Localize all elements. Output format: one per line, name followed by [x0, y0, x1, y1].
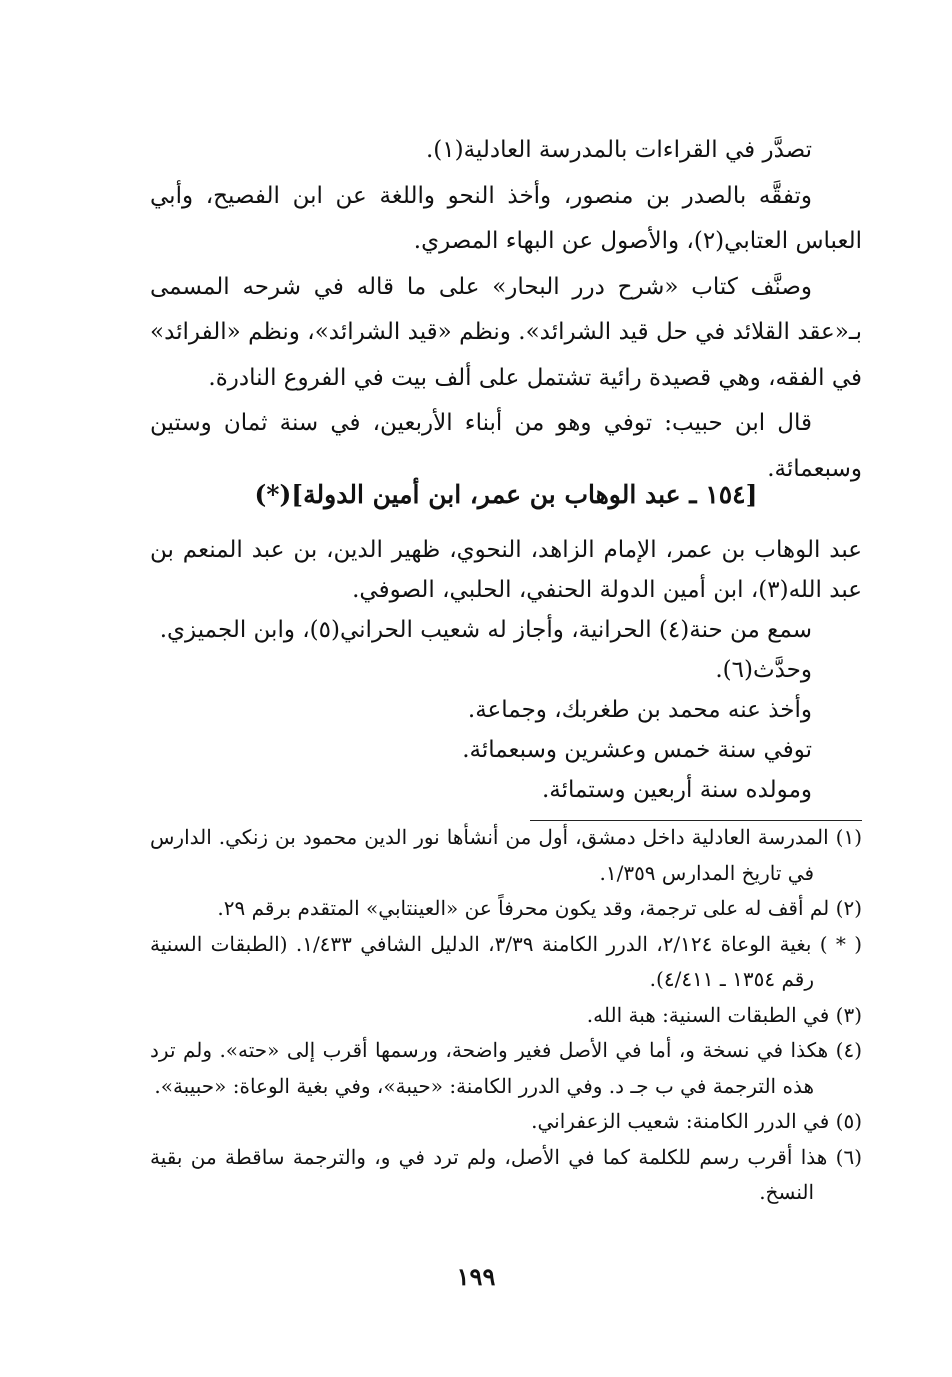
entry-paragraph-4: وأخذ عنه محمد بن طغربك، وجماعة. [467, 697, 812, 723]
paragraph-3: وصنَّف كتاب «شرح درر البحار» على ما قاله في شرحه المسمى بـ«عقد القلائد في حل قيد الشرائد». ونظم «قيد الشرائد»، ونظم «الفرائد» في الفقه، وهي قصيدة رائية تشتمل على ألف بيت في الفروع النادرة. [150, 273, 862, 391]
entry-paragraph-2: سمع من حنة(٤) الحرانية، وأجاز له شعيب الحراني(٥)، وابن الجميزي. [159, 617, 812, 643]
entry-heading: [١٥٤ ـ عبد الوهاب بن عمر، ابن أمين الدولة](*) [254, 480, 758, 509]
page-number: ١٩٩ [456, 1262, 496, 1291]
footnote-3: (٣) في الطبقات السنية: هبة الله. [586, 1002, 862, 1027]
footnote-star: ( * ) بغية الوعاة ٢/١٢٤، الدرر الكامنة ٣/٣٩، الدليل الشافي ١/٤٣٣. (الطبقات السنية رقم ١٣٥٤ ـ ٤/٤١١). [150, 931, 862, 991]
main-text [150, 128, 862, 492]
paragraph-2: وتفقَّه بالصدر بن منصور، وأخذ النحو واللغة عن ابن الفصيح، وأبي العباس العتابي(٢)، والأصول عن البهاء المصري. [150, 182, 862, 254]
entry-paragraph-5: توفي سنة خمس وعشرين وسبعمائة. [462, 737, 812, 763]
entry-paragraph-3: وحدَّث(٦). [715, 657, 812, 683]
footnote-1: (١) المدرسة العادلية داخل دمشق، أول من أنشأها نور الدين محمود بن زنكي. الدارس في تاريخ المدارس ١/٣٥٩. [150, 825, 862, 885]
footnote-4: (٤) هكذا في نسخة و، أما في الأصل فغير واضحة، ورسمها أقرب إلى «حته». ولم ترد هذه الترجمة في ب جـ د. وفي الدرر الكامنة: «حيبة»، وفي بغية الوعاة: «حبيبة». [150, 1038, 862, 1098]
entry-text [150, 530, 862, 810]
entry-paragraph-1 [150, 530, 862, 610]
footnote-2: (٢) لم أقف له على ترجمة، وقد يكون محرفاً عن «العينتابي» المتقدم برقم ٢٩. [217, 896, 862, 920]
entry-paragraph-1-text: عبد الوهاب بن عمر، الإمام الزاهد، النحوي، ظهير الدين، بن عبد المنعم بن عبد الله(٣)، ابن أمين الدولة الحنفي، الحلبي، الصوفي. [150, 537, 862, 603]
entry-paragraph-6: ومولده سنة أربعين وستمائة. [541, 777, 812, 803]
paragraph-1: تصدَّر في القراءات بالمدرسة العادلية(١). [425, 137, 812, 163]
footnotes [150, 820, 862, 1211]
paragraph-4: قال ابن حبيب: توفي وهو من أبناء الأربعين، في سنة ثمان وستين وسبعمائة. [150, 410, 862, 482]
footnote-6: (٦) هذا أقرب رسم للكلمة كما في الأصل، ولم ترد في و، والترجمة ساقطة من بقية النسخ. [150, 1144, 862, 1204]
footnote-5: (٥) في الدرر الكامنة: شعيب الزعفراني. [531, 1109, 862, 1133]
